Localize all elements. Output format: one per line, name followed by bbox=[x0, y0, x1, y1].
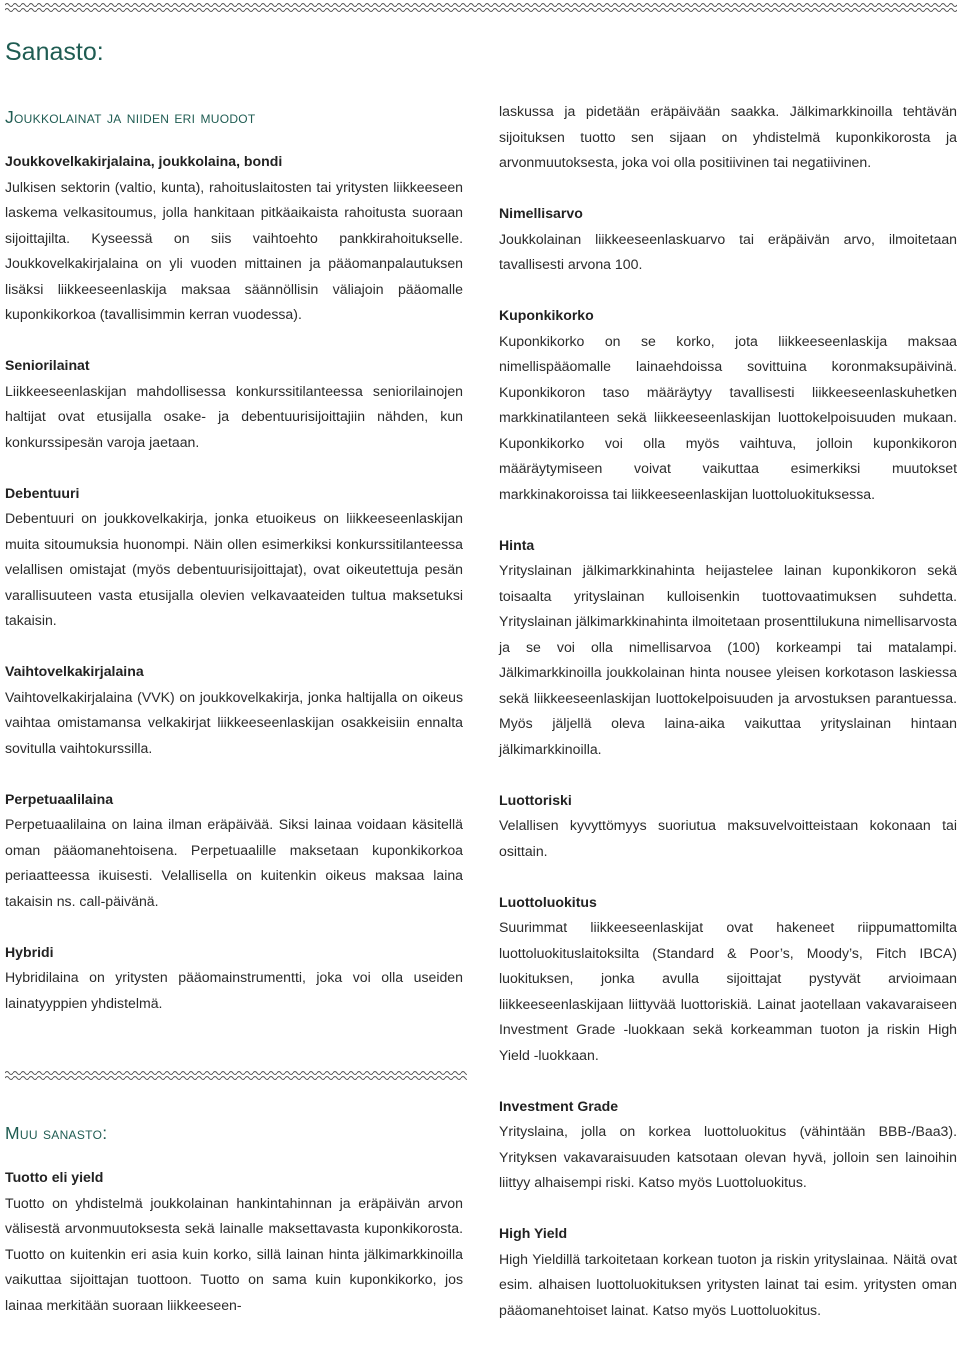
term-title: Vaihtovelkakirjalaina bbox=[5, 663, 144, 679]
term-definition: Suurimmat liikkeeseenlaskijat ovat hakeneet riippumattomilta luottoluokituslaitoksilta (Standard & Poor’s, Moody’s, Fitch IBCA) luokituksen, jonka avulla sijoittajat pystyvät arvioimaan liikkeeseenlaskijaan liittyvää luottoriskiä. Lainat jaotellaan vakavaraiseen Investment Grade -luokkaan sekä korkeamman tuoton ja riskin High Yield -luokkaan. bbox=[499, 919, 957, 1063]
term-definition: Liikkeeseenlaskijan mahdollisessa konkurssitilanteessa seniorilainojen haltijat ovat etusijalla osake- ja debentuurisijoittajiin nähden, kun konkurssipesän varoja jaetaan. bbox=[5, 382, 463, 450]
left-column-bottom bbox=[5, 1120, 463, 1318]
term-definition: Perpetuaalilaina on laina ilman eräpäivää. Siksi lainaa voidaan käsitellä oman pääomanehtoisena. Perpetuaalille maksetaan kuponkikorkoa periaatteessa ikuisesti. Velallisella on kuitenkin oikeus maksaa laina takaisin ns. call-päivänä. bbox=[5, 816, 463, 909]
term-title: Tuotto eli yield bbox=[5, 1169, 104, 1185]
term-title: Joukkovelkakirjalaina, joukkolaina, bondi bbox=[5, 153, 283, 169]
term-title: Investment Grade bbox=[499, 1097, 619, 1114]
wavy-divider-middle bbox=[5, 1070, 467, 1082]
term-title: Debentuuri bbox=[5, 484, 80, 501]
glossary-entry bbox=[499, 788, 957, 865]
glossary-entry bbox=[5, 659, 463, 761]
section-heading-other-terms: Muu sanasto: bbox=[5, 1123, 108, 1143]
glossary-entry bbox=[5, 481, 463, 634]
term-title: Nimellisarvo bbox=[499, 205, 583, 221]
term-title: Hybridi bbox=[5, 943, 54, 960]
term-definition: Yrityslaina, jolla on korkea luottoluokitus (vähintään BBB-/Baa3). Yrityksen vakavaraisuuden katsotaan olevan hyvä, jolloin sen lainoihin liittyy alhaisempi riski. Katso myös Luottoluokitus. bbox=[499, 1123, 957, 1190]
right-column bbox=[499, 99, 957, 1323]
term-definition: Joukkolainan liikkeeseenlaskuarvo tai eräpäivän arvo, ilmoitetaan tavallisesti arvona 100. bbox=[499, 230, 957, 272]
term-title: High Yield bbox=[499, 1225, 568, 1241]
term-definition: Hybridilaina on yritysten pääomainstrumentti, joka voi olla useiden lainatyyppien yhdistelmä. bbox=[5, 969, 463, 1011]
term-title: Seniorilainat bbox=[5, 357, 90, 373]
glossary-entry bbox=[5, 1165, 463, 1318]
term-definition: Velallisen kyvyttömyys suoriutua maksuvelvoitteistaan kokonaan tai osittain. bbox=[499, 817, 957, 859]
term-title: Luottoriski bbox=[499, 791, 572, 808]
glossary-entry bbox=[499, 201, 957, 278]
glossary-entry bbox=[5, 940, 463, 1017]
glossary-entry bbox=[5, 353, 463, 455]
glossary-entry bbox=[5, 787, 463, 915]
term-definition: Tuotto on yhdistelmä joukkolainan hankintahinnan ja eräpäivän arvon välisestä arvonmuutoksesta sekä lainalle maksettavasta kuponkikorosta. Tuotto on kuitenkin eri asia kuin korko, sillä lainan hinta jälkimarkkinoilla vaikuttaa sijoittajan tuottoon. Tuotto on sama kuin kuponkikorko, jos lainaa merkitään suoraan liikkeeseen- bbox=[5, 1194, 463, 1313]
term-definition-continued: laskussa ja pidetään eräpäivään saakka. Jälkimarkkinoilla tehtävän sijoituksen tuotto sen sijaan on yhdistelmä kuponkikorosta ja arvonmuutoksesta, joka voi olla positiivinen tai negatiivinen. bbox=[499, 103, 957, 170]
term-title: Hinta bbox=[499, 536, 535, 553]
left-column-top bbox=[5, 104, 463, 1016]
glossary-entry bbox=[499, 1221, 957, 1323]
section-heading-bond-types: Joukkolainat ja niiden eri muodot bbox=[5, 107, 256, 127]
term-definition: Kuponkikorko on se korko, jota liikkeeseenlaskija maksaa nimellispääomalle lainaehdoissa sovittuina koronmaksupäivinä. Kuponkikoron taso määräytyy tavallisesti liikkeeseenlaskuhetken markkinatilanteen sekä liikkeeseenlaskijan luottokelpoisuuden mukaan. Kuponkikorko voi olla myös vaihtuva, jolloin kuponkikoron määräytymiseen voivat vaikuttaa esimerkiksi muutokset markkinakoroissa tai liikkeeseenlaskijan luottoluokituksessa. bbox=[499, 332, 957, 502]
term-definition: Vaihtovelkakirjalaina (VVK) on joukkovelkakirja, jonka haltijalla on oikeus vaihtaa omistamansa velkakirjat liikkeeseenlaskijan osakkeisiin ennalta sovitulla vaihtokurssilla. bbox=[5, 688, 463, 756]
term-title: Kuponkikorko bbox=[499, 307, 594, 323]
term-definition: High Yieldillä tarkoitetaan korkean tuoton ja riskin yrityslainaa. Näitä ovat esim. alhaisen luottoluokituksen yritysten lainat tai esim. yritysten oman pääomanehtoiset lainat. Katso myös Luottoluokitus. bbox=[499, 1250, 957, 1318]
term-title: Luottoluokitus bbox=[499, 893, 597, 910]
wavy-divider-top bbox=[5, 2, 957, 14]
glossary-entry bbox=[5, 149, 463, 328]
glossary-entry bbox=[499, 303, 957, 507]
glossary-entry bbox=[499, 1094, 957, 1196]
term-title: Perpetuaalilaina bbox=[5, 790, 114, 807]
page-title: Sanasto: bbox=[5, 38, 104, 66]
term-definition: Debentuuri on joukkovelkakirja, jonka etuoikeus on liikkeeseenlaskijan muita sitoumuksia huonompi. Näin ollen esimerkiksi konkurssitilanteessa velallisen omistajat (myös debentuurisijoittajat), ovat oikeutettuja pesän varallisuuteen vasta etusijalla olevien velkavaateiden tultua maksetuksi takaisin. bbox=[5, 510, 463, 628]
term-definition: Yrityslainan jälkimarkkinahinta heijastelee lainan kuponkikoron sekä toisaalta yrityslainan kulloisenkin tuottovaatimuksen suhdetta. Yrityslainan jälkimarkkinahinta ilmoitetaan prosenttilukuna nimellisarvosta ja se voi olla nimellisarvoa (100) korkeampi tai matalampi. Jälkimarkkinoilla joukkolainan hinta nousee yleisen korkotason laskiessa sekä liikkeeseenlaskijan luottokelpoisuuden ja arvostuksen parantuessa. Myös jäljellä oleva laina-aika vaikuttaa yrityslainan hintaan jälkimarkkinoilla. bbox=[499, 562, 957, 757]
term-definition: Julkisen sektorin (valtio, kunta), rahoituslaitosten tai yritysten liikkeeseen laskema velkasitoumus, jolla hankitaan pitkäaikaista rahoitusta suoraan sijoittajilta. Kyseessä on siis vaihtoehto pankkirahoitukselle. Joukkovelkakirjalaina on yli vuoden mittainen ja pääomanpalautuksen lisäksi liikkeeseenlaskija maksaa säännöllisin väliajoin pääomalle kuponkikorkoa (tavallisimmin kerran vuodessa). bbox=[5, 178, 463, 322]
glossary-entry bbox=[499, 533, 957, 763]
glossary-entry bbox=[499, 890, 957, 1069]
